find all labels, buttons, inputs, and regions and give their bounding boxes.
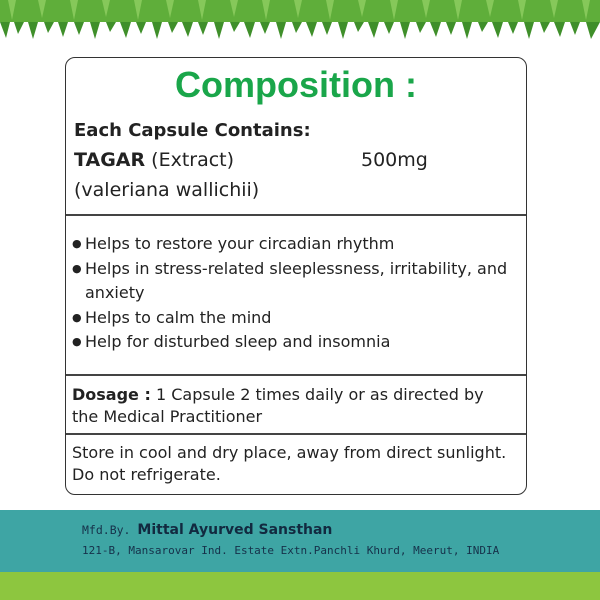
- manufacturer-line: [82, 522, 332, 538]
- divider: [66, 214, 526, 216]
- composition-title: Composition :: [175, 64, 417, 105]
- dosage-instruction: 1 Capsule 2 times daily or as directed by: [150, 385, 484, 404]
- ingredient-form: (Extract): [145, 149, 235, 171]
- list-item: ● Help for disturbed sleep and insomnia: [72, 330, 507, 355]
- divider: [66, 433, 526, 435]
- ingredient-botanical: (valeriana wallichii): [74, 179, 260, 201]
- list-item: ● Helps to calm the mind: [72, 306, 507, 331]
- manufacturer-address: 121-B, Mansarovar Ind. Estate Extn.Panchli Khurd, Meerut, INDIA: [82, 544, 500, 557]
- manufacturer-name: Mittal Ayurved Sansthan: [137, 522, 333, 538]
- dosage-label: Dosage :: [72, 385, 151, 404]
- dosage-text: [72, 384, 518, 428]
- storage-line-1: Store in cool and dry place, away from direct sunlight.: [72, 443, 507, 462]
- storage-line-2: Do not refrigerate.: [72, 465, 221, 484]
- list-item: ● Helps in stress-related sleeplessness, irritability, and: [72, 257, 507, 282]
- divider: [66, 374, 526, 376]
- storage-text: [72, 442, 518, 486]
- bottom-band: [0, 572, 600, 600]
- ingredient-line: [74, 149, 234, 171]
- ingredient-dose: 500mg: [361, 149, 428, 171]
- composition-card: [65, 57, 527, 495]
- manufacturer-prefix: Mfd.By.: [82, 523, 131, 537]
- grass-border: [0, 0, 600, 40]
- list-item-continuation: anxiety: [85, 283, 145, 302]
- list-item: ● Helps to restore your circadian rhythm: [72, 232, 507, 257]
- each-capsule-heading: Each Capsule Contains:: [74, 120, 311, 141]
- ingredient-name: TAGAR: [74, 149, 146, 171]
- benefits-list: [72, 232, 507, 355]
- footer-band: [0, 510, 600, 572]
- dosage-instruction-cont: the Medical Practitioner: [72, 407, 263, 426]
